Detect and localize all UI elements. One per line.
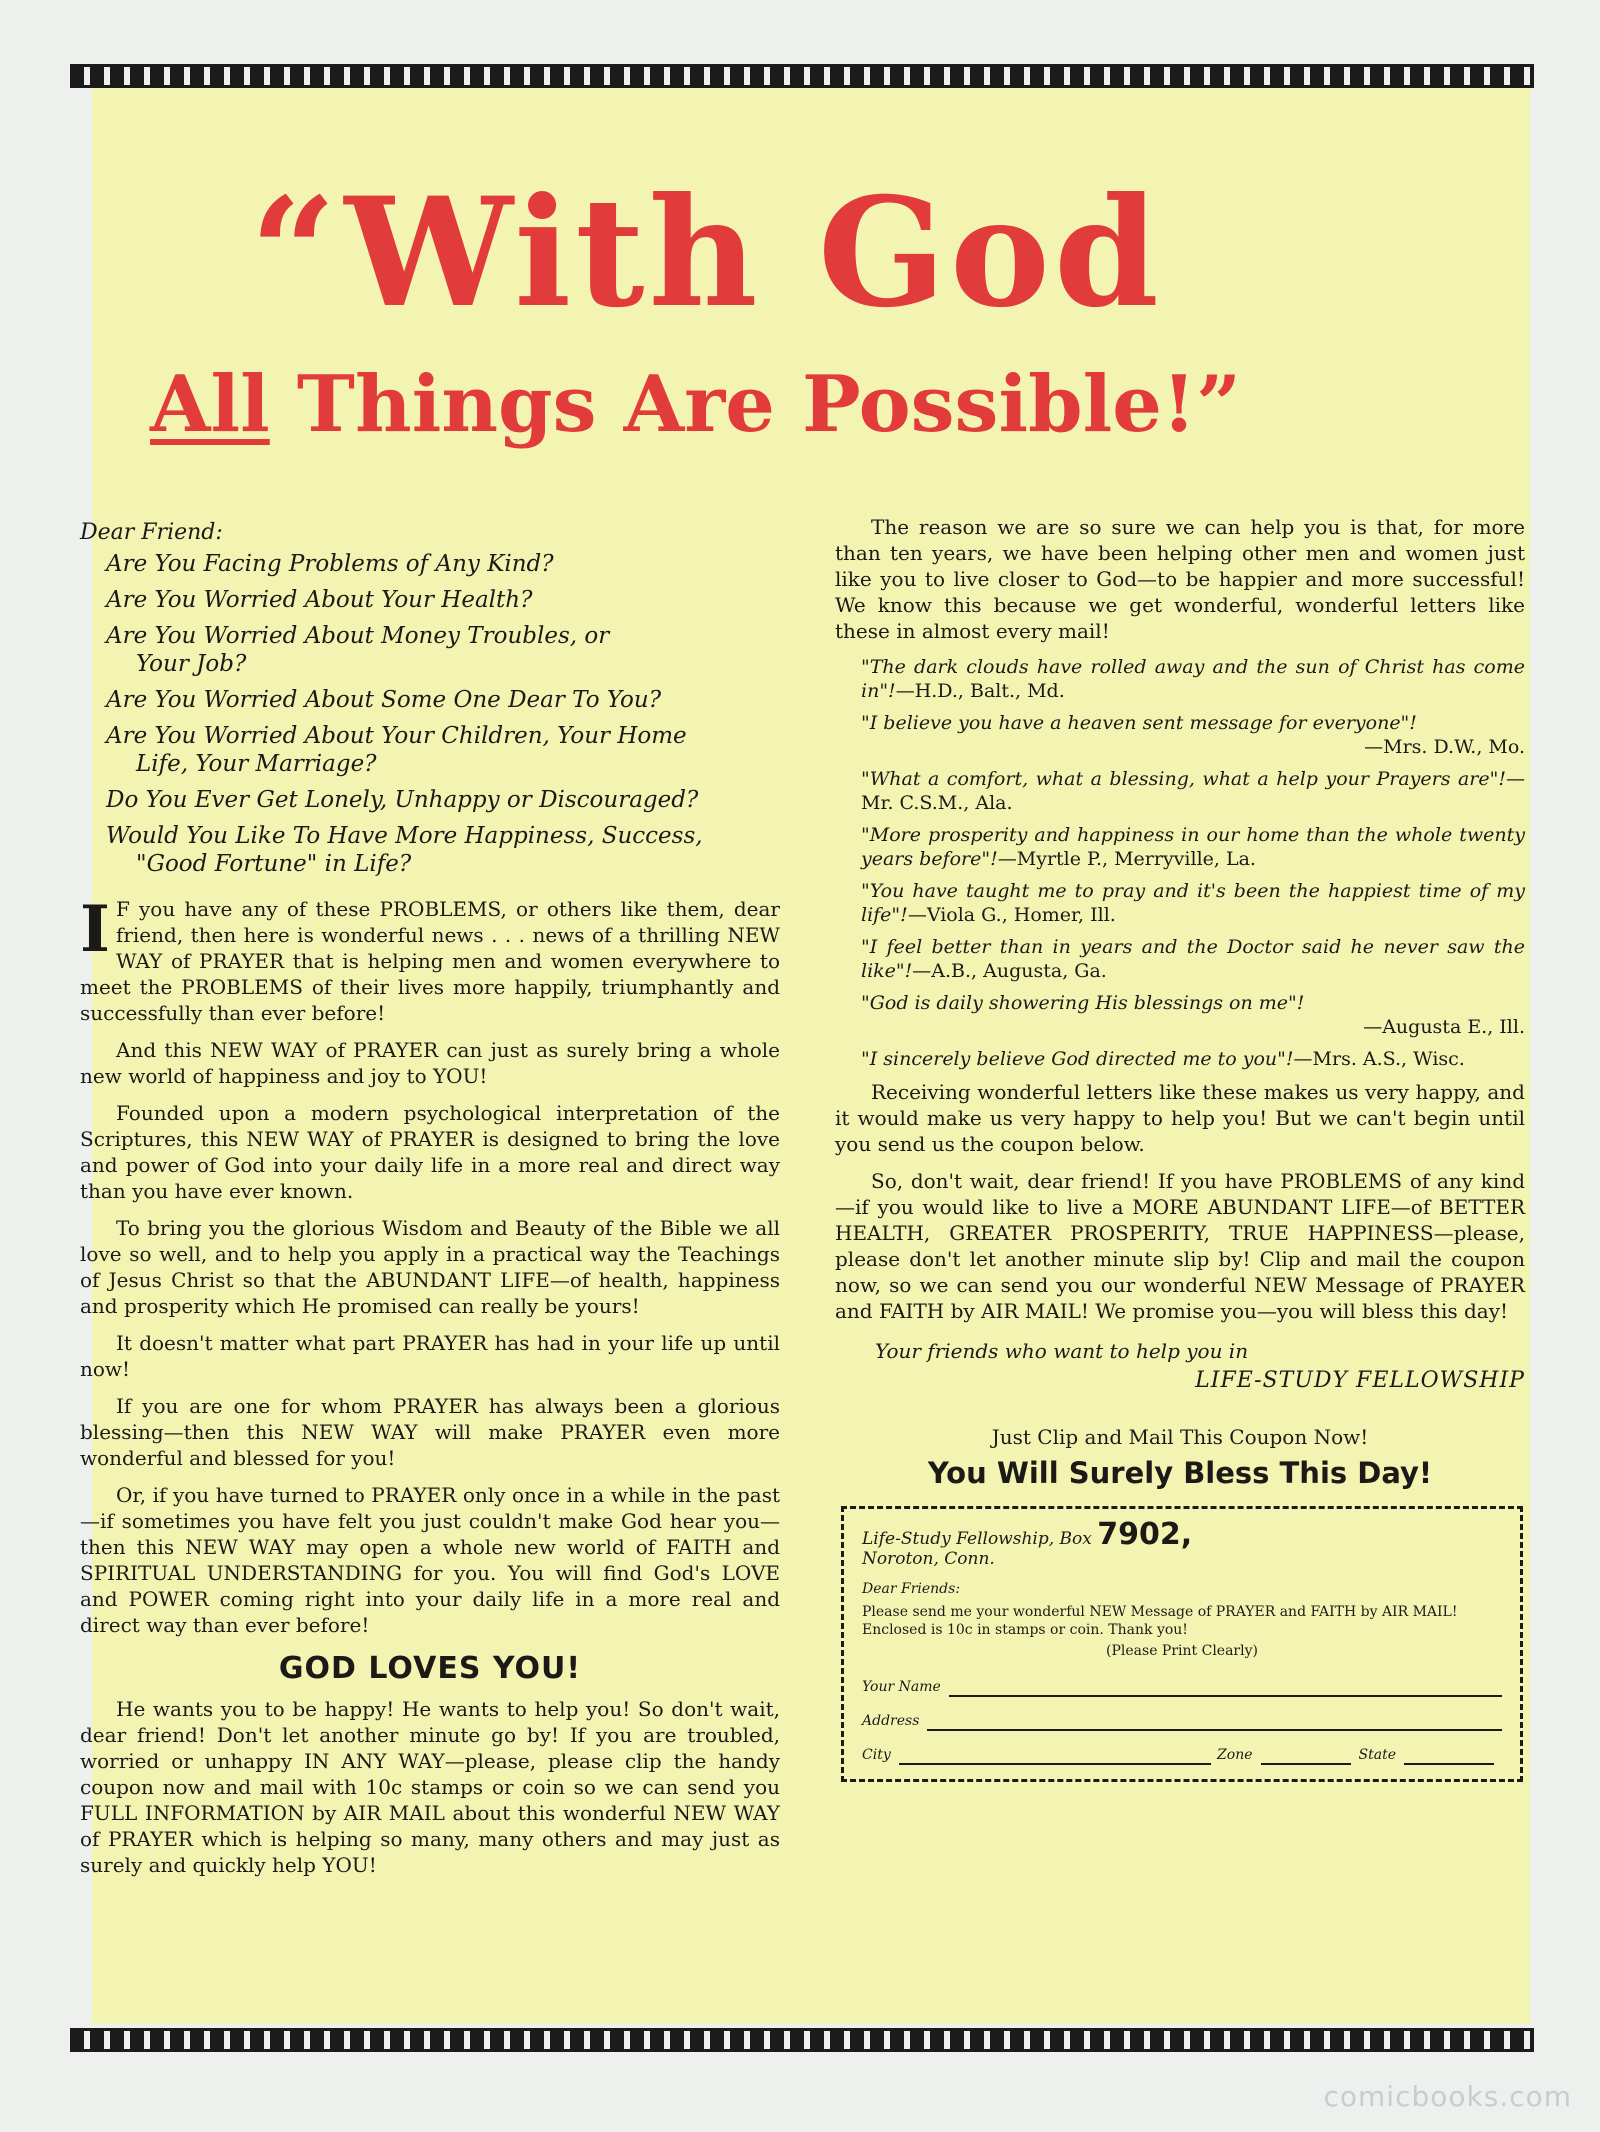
testimonial-author: —A.B., Augusta, Ga. [912,960,1107,982]
address-field[interactable] [862,1711,1502,1731]
body-paragraph: To bring you the glorious Wisdom and Beauty of the Bible we all love so well, and to help you apply in a practical way the Teachings of Jesus Christ so that the ABUNDANT LIFE—of health, happiness and prosperity which He promised can really be yours! [80,1216,780,1318]
testimonial-author: —Mrs. A.S., Wisc. [1293,1048,1465,1070]
question-item [106,586,780,614]
name-line[interactable] [949,1681,1502,1697]
body-paragraph: It doesn't matter what part PRAYER has had in your life up until now! [80,1331,780,1381]
coupon-address [862,1517,1502,1552]
question-text: Are You Worried About Money Troubles, or [106,623,610,649]
headline-line-1: “With God [250,165,1163,341]
testimonial-author: —Mr. C.S.M., Ala. [861,768,1525,814]
testimonial-author: —Viola G., Homer, Ill. [907,904,1116,926]
question-text: Would You Like To Have More Happiness, Success, [106,823,703,849]
city-label: City [862,1747,891,1763]
testimonial-author: —Augusta E., Ill. [1363,1016,1525,1038]
signoff-line: Your friends who want to help you in [875,1339,1249,1363]
signoff-organization: LIFE-STUDY FELLOWSHIP [1195,1368,1525,1393]
testimonial [861,879,1525,927]
question-text-cont: Life, Your Marriage? [136,751,377,777]
watermark: comicbooks.com [1323,2080,1572,2113]
testimonial [861,823,1525,871]
address-label: Address [862,1713,920,1729]
body-paragraph: Receiving wonderful letters like these makes us very happy, and it would make us very happy to help you! But we can't begin until you send us the coupon below. [835,1080,1525,1156]
state-label: State [1358,1747,1396,1763]
body-paragraph: Founded upon a modern psychological interpretation of the Scriptures, this NEW WAY of PRAYER is designed to bring the love and power of God into your daily life in a more real and direct way than you have ever known. [80,1101,780,1203]
coupon-print-note: (Please Print Clearly) [1106,1643,1258,1659]
body-paragraph: So, don't wait, dear friend! If you have PROBLEMS of any kind—if you would like to live a MORE ABUNDANT LIFE—of BETTER HEALTH, GREATER PROSPERITY, TRUE HAPPINESS—please, please don't let another minute slip by! Clip and mail the coupon now, so we can send you our wonderful NEW Message of PRAYER and FAITH by AIR MAIL! We promise you—you will bless this day! [835,1169,1525,1323]
body-paragraph-1 [80,892,780,1026]
headline-all: All [150,359,270,450]
question-item [106,686,780,714]
testimonial-quote: "I sincerely believe God directed me to you"! [861,1048,1294,1070]
top-dashed-border [70,64,1534,88]
clip-instruction: Just Clip and Mail This Coupon Now! [991,1425,1369,1449]
testimonial-author: —Myrtle P., Merryville, La. [997,848,1256,870]
coupon-message: Please send me your wonderful NEW Message of PRAYER and FAITH by AIR MAIL! Enclosed is 10c in stamps or coin. Thank you! [862,1604,1458,1638]
left-column [80,520,780,1889]
question-text: Are You Facing Problems of Any Kind? [106,551,554,577]
question-item [106,550,780,578]
city-line[interactable] [899,1749,1211,1765]
testimonial-quote: "I believe you have a heaven sent message for everyone"! [861,712,1417,734]
testimonial [861,991,1525,1039]
mail-coupon[interactable] [841,1506,1523,1782]
testimonial-quote: "I feel better than in years and the Doctor said he never saw the like"! [861,936,1525,982]
headline-line-2 [150,359,1450,450]
testimonial-list [835,655,1525,1071]
question-text: Are You Worried About Some One Dear To You? [106,687,662,713]
testimonial-author: —Mrs. D.W., Mo. [1364,736,1525,758]
testimonial [861,1047,1525,1071]
question-text-cont: Your Job? [136,651,247,677]
right-column [835,514,1525,1782]
question-text: Are You Worried About Your Health? [106,587,533,613]
question-item [106,822,780,878]
zone-label: Zone [1217,1747,1253,1763]
testimonial-quote: "What a comfort, what a blessing, what a help your Prayers are"! [861,768,1506,790]
coupon-salutation: Dear Friends: [862,1581,961,1597]
body-paragraph: Or, if you have turned to PRAYER only once in a while in the past—if sometimes you have felt you just couldn't make God hear you—then this NEW WAY may open a whole new world of FAITH and SPIRITUAL UNDERSTANDING for you. You will find God's LOVE and POWER coming right into your daily life in a more real and direct way than ever before! [80,1483,780,1637]
city-zone-state-field[interactable] [862,1745,1502,1765]
name-field[interactable] [862,1677,1502,1697]
question-item [106,722,780,778]
testimonial-quote: "God is daily showering His blessings on me"! [861,992,1305,1014]
name-label: Your Name [862,1679,941,1695]
intro-paragraph: The reason we are so sure we can help you is that, for more than ten years, we have been helping other men and women just like you to live closer to God—to be happier and more successful! We know this because we get wonderful, wonderful letters like these in almost every mail! [835,515,1525,643]
address-line[interactable] [927,1715,1502,1731]
body-paragraph: And this NEW WAY of PRAYER can just as surely bring a whole new world of happiness and joy to YOU! [80,1038,780,1088]
subhead-god-loves-you: GOD LOVES YOU! [278,1651,582,1686]
testimonial [861,711,1525,759]
state-line[interactable] [1404,1749,1494,1765]
headline-rest: Things Are Possible!” [269,359,1241,450]
zone-line[interactable] [1261,1749,1351,1765]
body-paragraph-1-text: F you have any of these PROBLEMS, or others like them, dear friend, then here is wonderful news . . . news of a thrilling NEW WAY of PRAYER that is helping men and women everywhere to meet the PROBLEMS of their lives more happily, triumphantly and successfully than ever before! [80,897,780,1025]
testimonial [861,767,1525,815]
coupon-address-line-1: Life-Study Fellowship, Box [862,1529,1098,1549]
testimonial-author: —H.D., Balt., Md. [895,680,1065,702]
question-item [106,786,780,814]
testimonial-quote: "You have taught me to pray and it's been the happiest time of my life"! [861,880,1525,926]
question-list [80,550,780,878]
testimonial-quote: "More prosperity and happiness in our home than the whole twenty years before"! [861,824,1525,870]
body-paragraph: If you are one for whom PRAYER has always been a glorious blessing—then this NEW WAY will make PRAYER even more wonderful and blessed for you! [80,1394,780,1470]
coupon-address-line-2: Noroton, Conn. [862,1549,995,1569]
testimonial [861,655,1525,703]
question-item [106,622,780,678]
bottom-dashed-border [70,2028,1534,2052]
testimonial-quote: "The dark clouds have rolled away and the sun of Christ has come in"! [861,656,1525,702]
closing-paragraph: He wants you to be happy! He wants to help you! So don't wait, dear friend! Don't let another minute go by! If you are troubled, worried or unhappy IN ANY WAY—please, please clip the handy coupon now and mail with 10c stamps or coin so we can send you FULL INFORMATION by AIR MAIL about this wonderful NEW WAY of PRAYER which is helping so many, many others and may just as surely and quickly help YOU! [80,1697,780,1877]
salutation: Dear Friend: [80,520,223,545]
question-text: Are You Worried About Your Children, Your Home [106,723,687,749]
question-text: Do You Ever Get Lonely, Unhappy or Discouraged? [106,787,699,813]
bless-tagline: You Will Surely Bless This Day! [927,1456,1433,1490]
testimonial [861,935,1525,983]
coupon-box-number: 7902, [1097,1517,1193,1552]
question-text-cont: "Good Fortune" in Life? [136,851,412,877]
drop-cap: I [80,892,110,967]
